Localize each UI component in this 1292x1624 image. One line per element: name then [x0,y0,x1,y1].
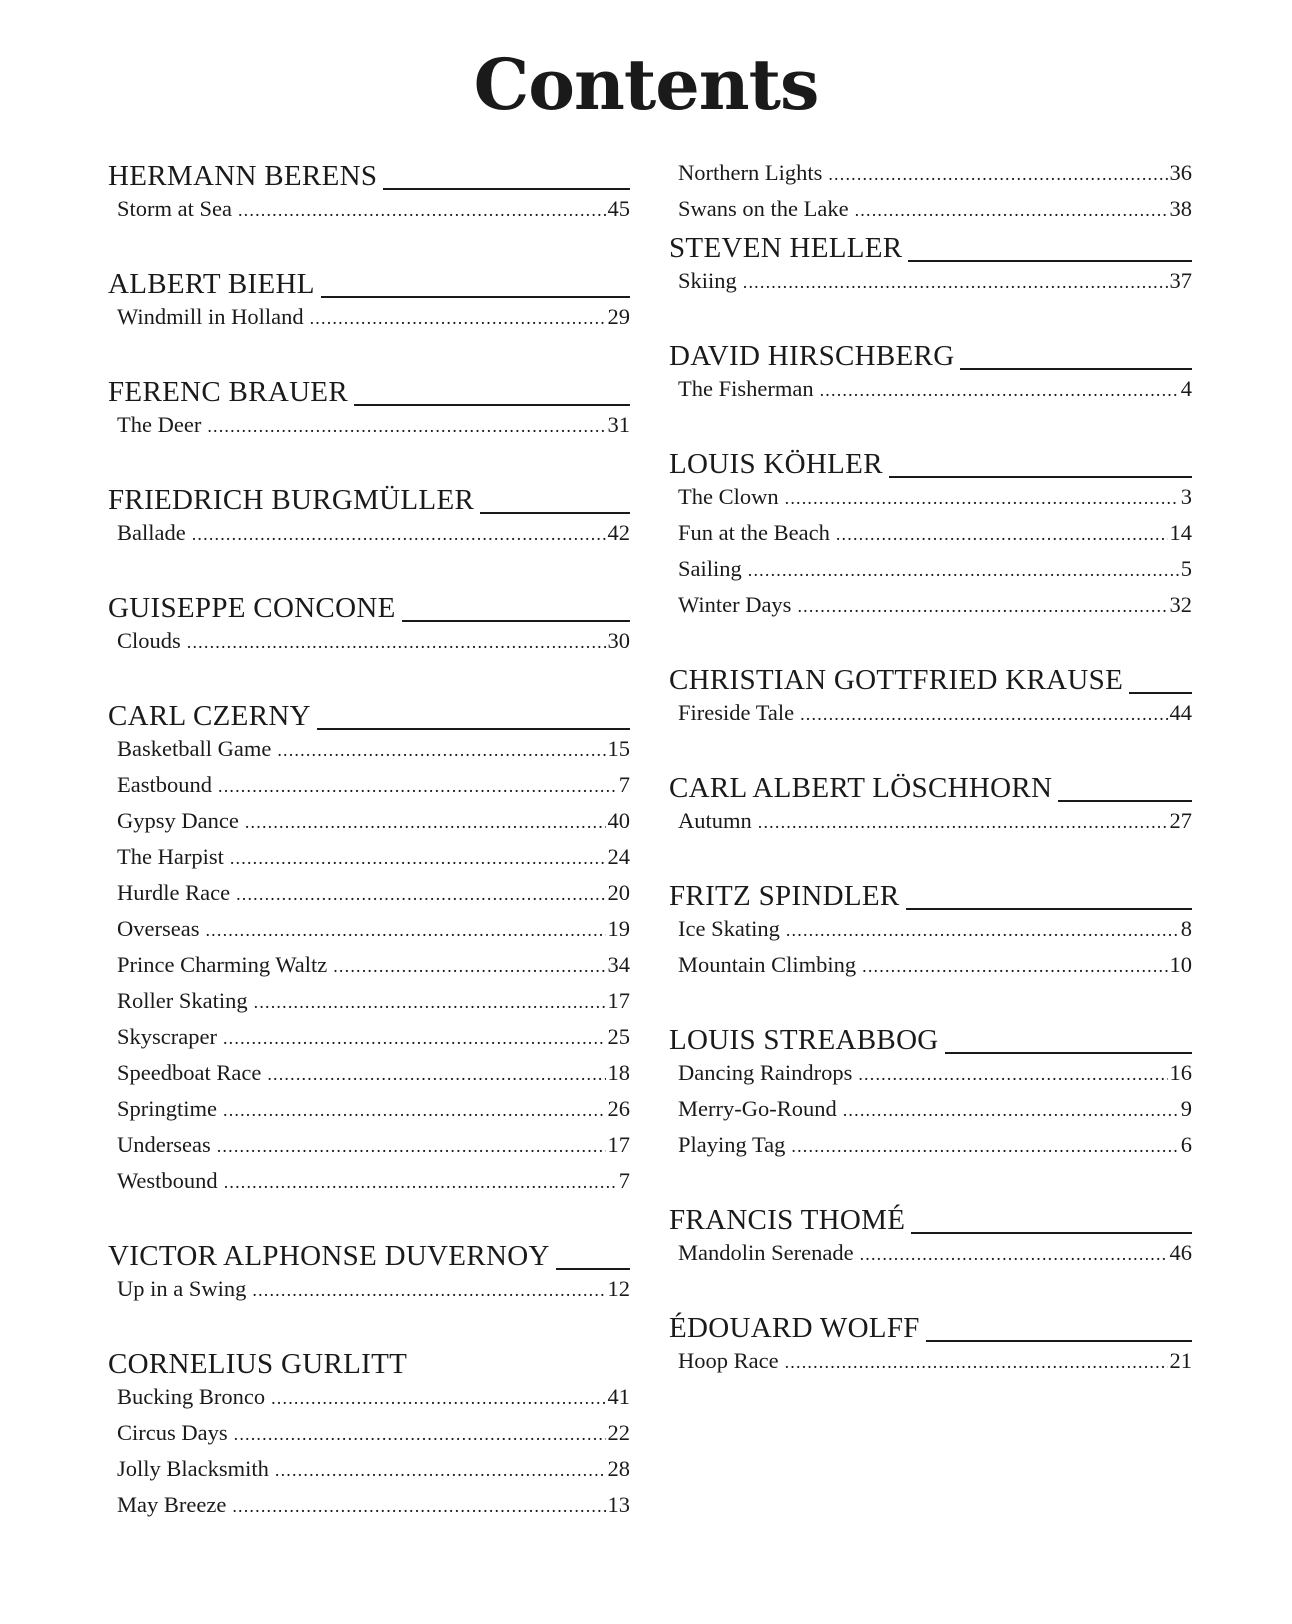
piece-title: Skiing [678,268,737,293]
piece-title: Prince Charming Waltz [117,952,328,977]
composer-louis-kohler [669,443,1192,623]
toc-entry [117,191,630,227]
piece-title: Ice Skating [678,916,780,941]
dot-leader [333,948,605,984]
piece-title: Mountain Climbing [678,952,857,977]
dot-leader [860,1236,1168,1272]
dot-leader [267,1056,605,1092]
toc-entry [117,515,630,551]
heading-rule [556,1268,630,1270]
toc-entry [117,407,630,443]
toc-entry [678,803,1192,839]
heading-rule [402,620,630,622]
toc-entry [117,1019,630,1055]
page-number: 30 [607,628,630,653]
dot-leader [828,156,1167,192]
page-number: 41 [607,1384,630,1409]
dot-leader [277,732,605,768]
page-number: 27 [1169,808,1192,833]
page-number: 12 [607,1276,630,1301]
dot-leader [791,1128,1178,1164]
toc-entry [678,1055,1192,1091]
toc-entry [117,803,630,839]
toc-entry [678,479,1192,515]
composer-heading [108,263,630,299]
toc-entry [117,947,630,983]
piece-title: Storm at Sea [117,196,232,221]
composer-heading [669,227,1192,263]
composer-name: FERENC BRAUER [108,376,348,408]
toc-entry [117,1379,630,1415]
piece-title: Jolly Blacksmith [117,1456,269,1481]
page-number: 18 [607,1060,630,1085]
toc-entry [678,911,1192,947]
piece-title: Basketball Game [117,736,272,761]
dot-leader [858,1056,1167,1092]
composer-name: ÉDOUARD WOLFF [669,1312,920,1344]
toc-entry [117,623,630,659]
toc-entry [117,767,630,803]
piece-title: Playing Tag [678,1132,786,1157]
toc-entry [117,1271,630,1307]
composer-francis-thome [669,1199,1192,1271]
heading-rule [317,728,630,730]
toc-entry [678,1127,1192,1163]
composer-heading [108,695,630,731]
contents-right-column [669,155,1192,1379]
piece-title: Springtime [117,1096,217,1121]
piece-title: Northern Lights [678,160,823,185]
piece-title: Underseas [117,1132,211,1157]
piece-title: The Harpist [117,844,224,869]
dot-leader [223,1092,606,1128]
composer-heading [108,1343,630,1379]
dot-leader [310,300,606,336]
composer-heading [108,155,630,191]
toc-entry [678,263,1192,299]
composer-name: CHRISTIAN GOTTFRIED KRAUSE [669,664,1124,696]
toc-entry [117,1091,630,1127]
composer-cornelius-gurlitt [108,1343,630,1523]
heading-rule [960,368,1192,370]
composer-edouard-wolff [669,1307,1192,1379]
dot-leader [743,264,1168,300]
toc-entry [678,695,1192,731]
page-number: 14 [1169,520,1192,545]
composer-name: VICTOR ALPHONSE DUVERNOY [108,1240,550,1272]
heading-rule [889,476,1192,478]
dot-leader [236,876,605,912]
composer-name: CORNELIUS GURLITT [108,1348,408,1380]
composer-heading [669,875,1192,911]
composer-heading [669,443,1192,479]
composer-heading [669,1199,1192,1235]
page-number: 15 [607,736,630,761]
page-number: 8 [1180,916,1192,941]
page-number: 5 [1180,556,1192,581]
composer-name: FRIEDRICH BURGMÜLLER [108,484,475,516]
toc-entry [117,731,630,767]
piece-title: Winter Days [678,592,792,617]
dot-leader [224,1164,617,1200]
dot-leader [786,912,1179,948]
composer-heading [108,587,630,623]
composer-name: STEVEN HELLER [669,232,903,264]
toc-entry [678,551,1192,587]
page-number: 24 [607,844,630,869]
page-title: Contents [473,43,819,126]
dot-leader [207,408,605,444]
dot-leader [275,1452,606,1488]
toc-entry [678,515,1192,551]
toc-entry [117,1055,630,1091]
page-number: 37 [1169,268,1192,293]
dot-leader [254,984,606,1020]
composer-name: FRANCIS THOMÉ [669,1204,906,1236]
page-number: 38 [1169,196,1192,221]
dot-leader [271,1380,605,1416]
heading-rule [354,404,630,406]
dot-leader [217,1128,606,1164]
composer-steven-heller [669,227,1192,299]
piece-title: Mandolin Serenade [678,1240,854,1265]
dot-leader [797,588,1167,624]
composer-carl-albert-loschhorn [669,767,1192,839]
heading-rule [908,260,1192,262]
page-number: 25 [607,1024,630,1049]
composer-name: DAVID HIRSCHBERG [669,340,955,372]
composer-heading [669,1019,1192,1055]
heading-rule [1058,800,1192,802]
page-number: 7 [618,1168,630,1193]
piece-title: The Fisherman [678,376,814,401]
piece-title: Hurdle Race [117,880,231,905]
piece-title: Skyscraper [117,1024,217,1049]
page-number: 10 [1169,952,1192,977]
page-number: 19 [607,916,630,941]
dot-leader [218,768,617,804]
piece-title: Merry-Go-Round [678,1096,837,1121]
composer-guiseppe-concone [108,587,630,659]
page-number: 34 [607,952,630,977]
page-number: 3 [1180,484,1192,509]
page-number: 29 [607,304,630,329]
piece-title: Roller Skating [117,988,248,1013]
piece-title: Sailing [678,556,742,581]
dot-leader [230,840,606,876]
piece-title: Autumn [678,808,752,833]
composer-name: GUISEPPE CONCONE [108,592,396,624]
piece-title: Speedboat Race [117,1060,262,1085]
dot-leader [223,1020,606,1056]
piece-title: Bucking Bronco [117,1384,266,1409]
composer-heading [669,767,1192,803]
dot-leader [785,480,1179,516]
toc-entry [117,1487,630,1523]
dot-leader [187,624,606,660]
composer-louis-streabbog [669,1019,1192,1163]
piece-title: Ballade [117,520,186,545]
dot-leader [800,696,1167,732]
toc-entry [678,1343,1192,1379]
toc-entry [117,911,630,947]
composer-ferenc-brauer [108,371,630,443]
composer-heading [669,335,1192,371]
piece-title: Fun at the Beach [678,520,830,545]
toc-entry [678,587,1192,623]
composer-heading [108,1235,630,1271]
page-number: 20 [607,880,630,905]
heading-rule [321,296,630,298]
toc-entry [678,947,1192,983]
dot-leader [836,516,1168,552]
composer-victor-alphonse-duvernoy [108,1235,630,1307]
piece-title: Overseas [117,916,200,941]
toc-entry [117,839,630,875]
piece-title: Windmill in Holland [117,304,304,329]
page-number: 13 [607,1492,630,1517]
toc-entry [117,1127,630,1163]
composer-fritz-spindler [669,875,1192,983]
heading-rule [480,512,630,514]
heading-rule [1129,692,1192,694]
toc-entry [117,875,630,911]
piece-title: May Breeze [117,1492,227,1517]
composer-name: ALBERT BIEHL [108,268,315,300]
toc-entry [678,155,1192,191]
dot-leader [192,516,606,552]
composer-david-hirschberg [669,335,1192,407]
toc-entry [117,983,630,1019]
page-number: 7 [618,772,630,797]
piece-title: Dancing Raindrops [678,1060,853,1085]
dot-leader [748,552,1179,588]
composer-name: CARL CZERNY [108,700,311,732]
page-number: 46 [1169,1240,1192,1265]
dot-leader [252,1272,605,1308]
heading-rule [945,1052,1192,1054]
page-number: 22 [607,1420,630,1445]
page-number: 28 [607,1456,630,1481]
dot-leader [234,1416,606,1452]
dot-leader [205,912,605,948]
piece-title: Swans on the Lake [678,196,849,221]
page-number: 21 [1169,1348,1192,1373]
page-number: 31 [607,412,630,437]
dot-leader [843,1092,1179,1128]
page-number: 45 [607,196,630,221]
dot-leader [785,1344,1168,1380]
composer-name: LOUIS STREABBOG [669,1024,939,1056]
dot-leader [232,1488,605,1524]
toc-entry [678,1091,1192,1127]
toc-entry [117,1163,630,1199]
piece-title: Clouds [117,628,181,653]
toc-entry [678,191,1192,227]
page-number: 40 [607,808,630,833]
piece-title: Fireside Tale [678,700,795,725]
dot-leader [862,948,1167,984]
composer-friedrich-burgmuller [108,479,630,551]
composer-albert-biehl [108,263,630,335]
composer-hermann-berens [108,155,630,227]
piece-title: Westbound [117,1168,218,1193]
heading-rule [383,188,630,190]
page-number: 4 [1180,376,1192,401]
dot-leader [758,804,1168,840]
composer-heading [108,479,630,515]
page-number: 17 [607,988,630,1013]
page-number: 9 [1180,1096,1192,1121]
composer-name: HERMANN BERENS [108,160,378,192]
heading-rule [926,1340,1192,1342]
heading-rule [906,908,1192,910]
composer-carl-czerny [108,695,630,1199]
piece-title: Eastbound [117,772,212,797]
piece-title: The Deer [117,412,202,437]
composer-name: FRITZ SPINDLER [669,880,900,912]
composer-heading [108,371,630,407]
toc-entry [678,1235,1192,1271]
heading-rule [911,1232,1192,1234]
dot-leader [855,192,1168,228]
piece-title: The Clown [678,484,779,509]
page-number: 16 [1169,1060,1192,1085]
composer-christian-gottfried-krause [669,659,1192,731]
page-number: 26 [607,1096,630,1121]
page-number: 6 [1180,1132,1192,1157]
toc-entry [117,1415,630,1451]
page-number: 42 [607,520,630,545]
composer-name: LOUIS KÖHLER [669,448,883,480]
toc-entry [117,299,630,335]
dot-leader [245,804,606,840]
page-number: 36 [1169,160,1192,185]
piece-title: Hoop Race [678,1348,779,1373]
page-number: 44 [1169,700,1192,725]
toc-entry [678,371,1192,407]
dot-leader [238,192,606,228]
page-number: 32 [1169,592,1192,617]
composer-heading [669,659,1192,695]
piece-title: Gypsy Dance [117,808,239,833]
composer-continued [669,155,1192,227]
dot-leader [820,372,1179,408]
toc-entry [117,1451,630,1487]
composer-heading [669,1307,1192,1343]
contents-left-column [108,155,630,1523]
composer-name: CARL ALBERT LÖSCHHORN [669,772,1053,804]
piece-title: Up in a Swing [117,1276,247,1301]
piece-title: Circus Days [117,1420,228,1445]
page-number: 17 [607,1132,630,1157]
